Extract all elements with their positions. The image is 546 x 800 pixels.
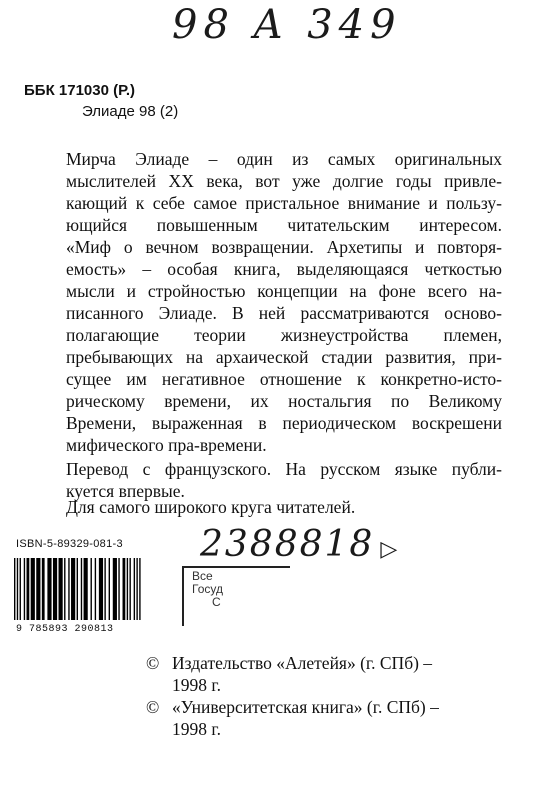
barcode-bar — [36, 558, 40, 620]
annotation-line: пребывающих на архаической стадии развития, при- — [66, 347, 502, 367]
annotation-line: писанного Элиаде. В ней рассматриваются осново- — [66, 303, 502, 323]
triangle-mark: ▷ — [380, 537, 400, 562]
copyright-year: 1998 г. — [172, 675, 221, 695]
author-mark: Элиаде 98 (2) — [82, 103, 179, 120]
barcode-bar — [59, 558, 63, 620]
barcode-bar — [99, 558, 103, 620]
barcode-digits: 9 785893 290813 — [16, 624, 114, 635]
translation-note-line: куется впервые. — [66, 481, 185, 501]
barcode-bar — [64, 558, 65, 620]
annotation-line: Мирча Элиаде – один из самых оригинальных — [66, 149, 502, 169]
stamp-line: Все — [192, 569, 213, 583]
copyright-symbol: © — [146, 697, 160, 717]
translation-note-line: Перевод с французского. На русском языке публи- — [66, 459, 502, 479]
barcode-bar — [123, 558, 126, 620]
barcode-bar — [17, 558, 18, 620]
barcode-bar — [68, 558, 69, 620]
copyright-item — [146, 696, 524, 740]
barcode-bar — [81, 558, 82, 620]
book-annotation — [66, 148, 502, 456]
annotation-line: ющийся повышенным читательским интересом. — [66, 215, 502, 235]
barcode-bar — [104, 558, 105, 620]
library-stamp — [182, 566, 290, 626]
barcode-bar — [14, 558, 15, 620]
stamp-line: Госуд — [192, 582, 223, 596]
inventory-stamp — [200, 524, 399, 565]
copyright-block — [146, 652, 524, 740]
barcode-bar — [53, 558, 57, 620]
annotation-line: рическому времени, их ностальгия по Великому — [66, 391, 502, 411]
inventory-number: 2388818 — [200, 524, 375, 565]
barcode-bar — [95, 558, 96, 620]
annotation-line: сущее им негативное отношение к конкретно-исто- — [66, 369, 502, 389]
annotation-line: полагающие теории жизнеустройства племен, — [66, 325, 502, 345]
isbn: ISBN-5-89329-081-3 — [16, 538, 123, 550]
barcode — [14, 558, 142, 620]
barcode-bar — [113, 558, 117, 620]
copyright-symbol: © — [146, 653, 160, 673]
barcode-bar — [31, 558, 35, 620]
annotation-line: Времени, выраженная в периодическом воскрешени — [66, 413, 502, 433]
barcode-bar — [118, 558, 119, 620]
bbk-classification — [24, 80, 178, 122]
copyright-item — [146, 652, 524, 696]
barcode-bar — [71, 558, 75, 620]
annotation-line: «Миф о вечном возвращении. Архетипы и повторя- — [66, 237, 502, 257]
barcode-bar — [77, 558, 78, 620]
barcode-bar — [109, 558, 110, 620]
annotation-line: мыслителей XX века, вот уже долгие годы привле- — [66, 171, 502, 191]
stamp-line: С — [212, 595, 221, 609]
copyright-year: 1998 г. — [172, 719, 221, 739]
barcode-bar — [136, 558, 137, 620]
barcode-bar — [20, 558, 21, 620]
barcode-bar — [129, 558, 130, 620]
copyright-holder: «Университетская книга» (г. СПб) – — [172, 697, 439, 717]
barcode-bar — [127, 558, 128, 620]
barcode-bar — [139, 558, 140, 620]
annotation-line: мифического пра-времени. — [66, 435, 267, 455]
barcode-bar — [134, 558, 135, 620]
audience-note: Для самого широкого круга читателей. — [66, 497, 356, 517]
barcode-bar — [47, 558, 51, 620]
barcode-bar — [84, 558, 88, 620]
barcode-bar — [91, 558, 92, 620]
annotation-line: мысли и стройностью концепции на фоне всего на- — [66, 281, 502, 301]
bbk-code: ББК 171030 (Р.) — [24, 82, 136, 99]
annotation-line: кающий к себе самое пристальное внимание и пользу- — [66, 193, 502, 213]
barcode-bar — [27, 558, 30, 620]
barcode-bar — [24, 558, 25, 620]
handwritten-shelfmark: 98 A 349 — [172, 2, 402, 48]
copyright-holder: Издательство «Алетейя» (г. СПб) – — [172, 653, 433, 673]
annotation-line: емость» – особая книга, выделяющаяся четкостью — [66, 259, 502, 279]
barcode-bar — [42, 558, 45, 620]
